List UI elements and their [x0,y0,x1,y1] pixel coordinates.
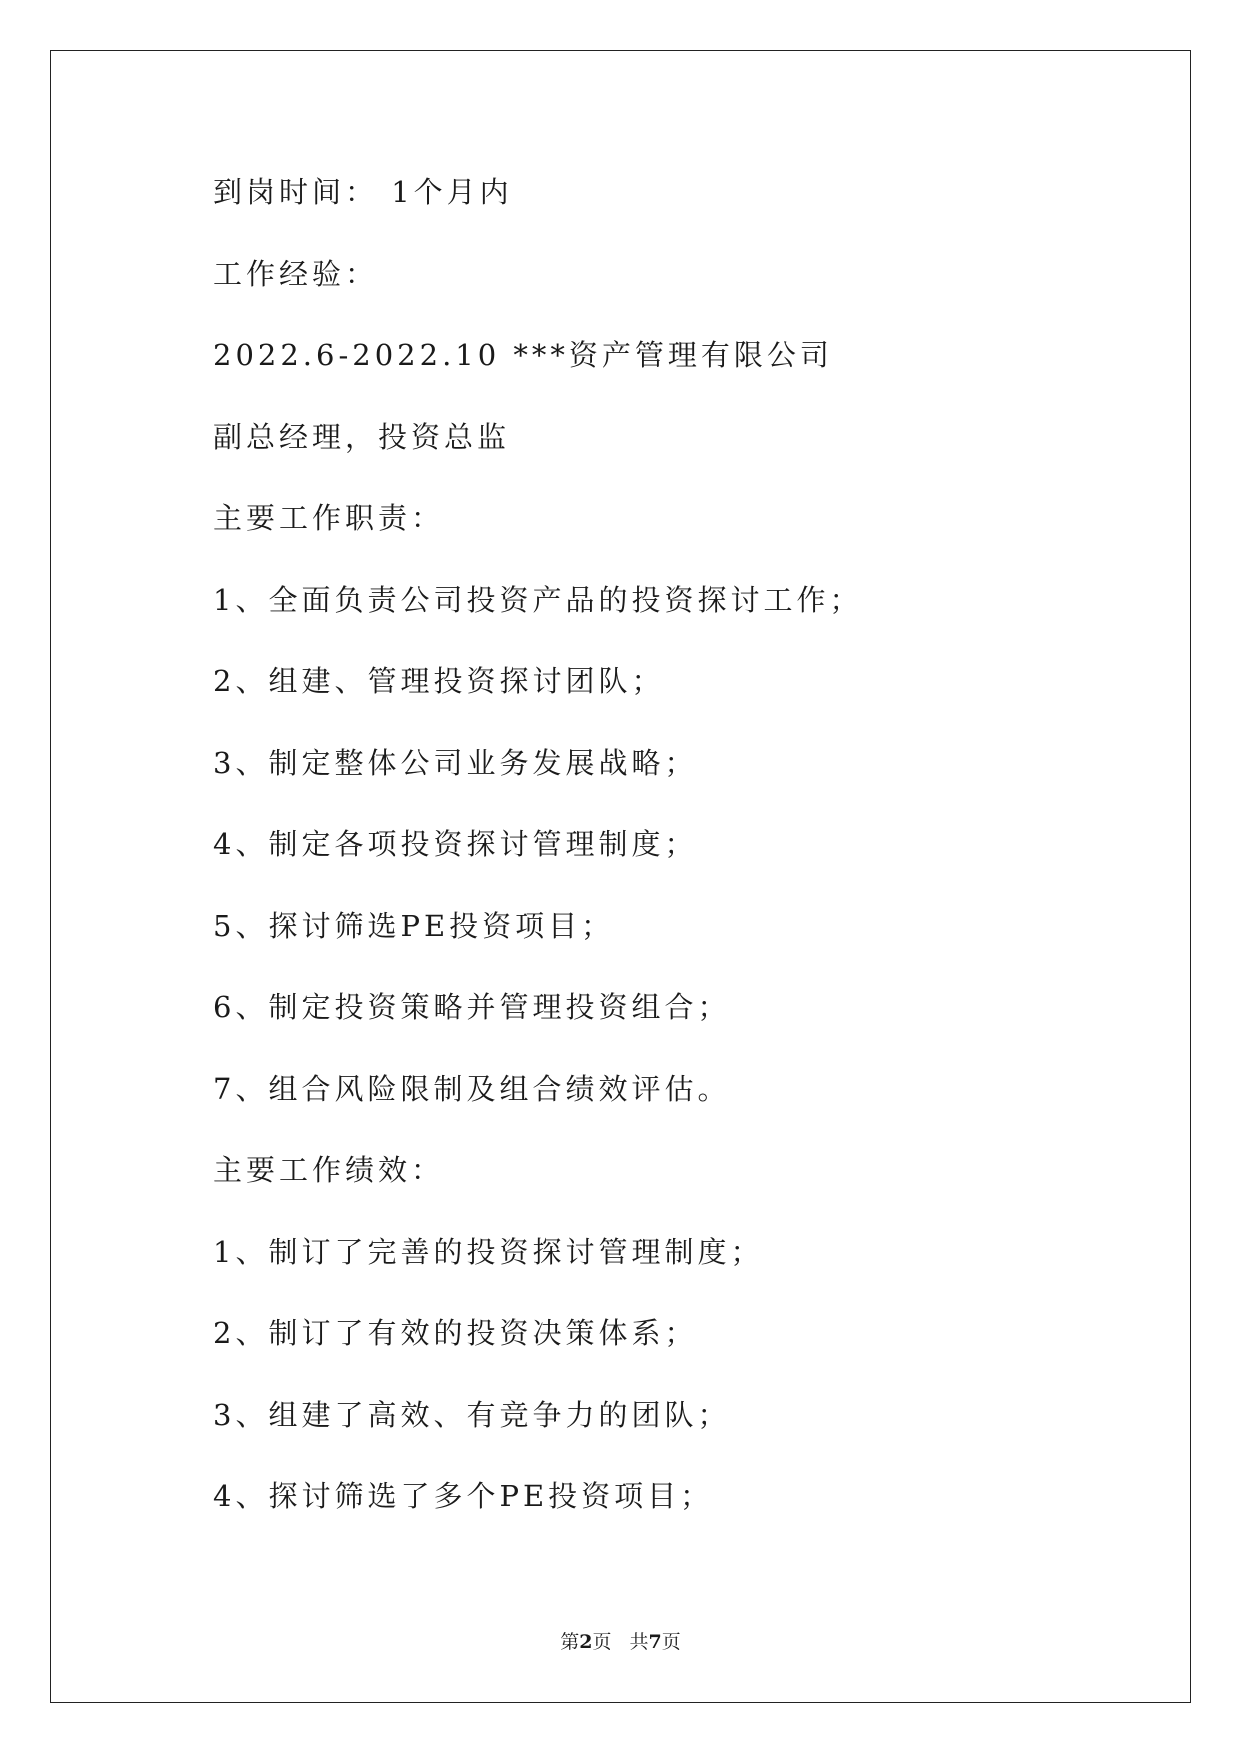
arrival-time-line: 到岗时间： 1个月内 [213,175,513,209]
employment-period-line: 2022.6-2022.10 ***资产管理有限公司 [213,338,833,372]
achievement-item: 3、组建了高效、有竞争力的团队； [213,1397,731,1432]
responsibility-item: 3、制定整体公司业务发展战略； [213,745,698,780]
achievement-item: 4、探讨筛选了多个PE投资项目； [213,1479,714,1513]
work-experience-heading: 工作经验： [213,256,379,291]
total-prefix: 共 [629,1631,649,1653]
page-prefix: 第 [560,1631,580,1653]
job-title-line: 副总经理，投资总监 [213,419,511,454]
achievements-heading: 主要工作绩效： [213,1153,445,1187]
total-page-number: 7 [648,1631,662,1653]
page-footer [0,1627,1241,1654]
responsibility-item: 4、制定各项投资探讨管理制度； [213,827,698,861]
document-body [213,168,1093,1554]
achievement-item: 1、制订了完善的投资探讨管理制度； [213,1234,764,1269]
responsibility-item: 7、组合风险限制及组合绩效评估。 [213,1071,731,1106]
current-page-number: 2 [579,1631,593,1653]
page-suffix: 页 [592,1631,612,1653]
achievement-item: 2、制订了有效的投资决策体系； [213,1316,698,1350]
responsibility-item: 2、组建、管理投资探讨团队； [213,664,665,698]
responsibility-item: 5、探讨筛选PE投资项目； [213,908,615,943]
responsibilities-heading: 主要工作职责： [213,501,445,535]
responsibility-item: 6、制定投资策略并管理投资组合； [213,990,731,1024]
total-suffix: 页 [661,1631,681,1653]
responsibility-item: 1、全面负责公司投资产品的投资探讨工作； [213,582,863,617]
